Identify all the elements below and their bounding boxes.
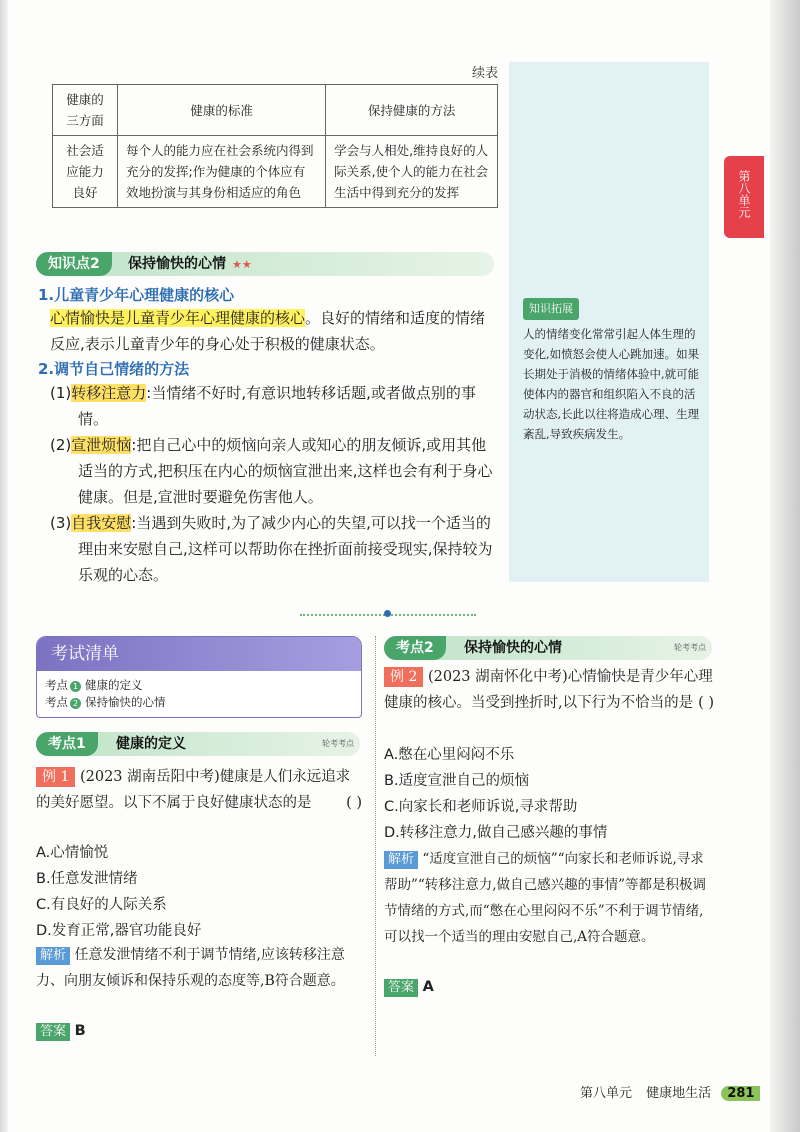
exam-point-note: 轮考考点 — [322, 739, 354, 748]
knowledge-point-title: 保持愉快的心情 — [128, 256, 226, 272]
section-paragraph: 心情愉快是儿童青少年心理健康的核心。良好的情绪和适度的情绪反应,表示儿童青少年的身心处于积极的健康状态。 — [50, 309, 486, 353]
exam-point-tag: 考点1 — [36, 732, 98, 756]
example-tag: 例 1 — [36, 767, 75, 787]
star-icon: ★★ — [232, 258, 252, 271]
table-header: 保持健康的方法 — [326, 85, 498, 136]
extension-badge: 知识拓展 — [523, 298, 579, 320]
extension-text: 人的情绪变化常常引起人体生理的变化,如愤怒会使人心跳加速。如果长期处于消极的情绪体验中,就可能使体内的器官和组织陷入不良的活动状态,长此以往将造成心理、生理紊乱,导致疾病发生。 — [523, 327, 700, 441]
method-name: 自我安慰 — [71, 514, 132, 532]
table-header: 健康的标准 — [118, 85, 326, 136]
analysis-tag: 解析 — [384, 851, 418, 869]
page-edge-left — [0, 0, 8, 1132]
divider-dot — [384, 610, 391, 617]
answer-tag: 答案 — [36, 1023, 70, 1041]
option-item: A.憋在心里闷闷不乐 — [384, 747, 515, 763]
page-footer — [580, 1082, 760, 1101]
section-title: 2.调节自己情绪的方法 — [38, 360, 190, 378]
example-question: 例 2 (2023 湖南怀化中考)心情愉快是青少年心理健康的核心。当受到挫折时,以下行为不恰当的是 ( ) — [384, 664, 714, 716]
analysis-tag: 解析 — [36, 947, 70, 965]
method-name: 转移注意力 — [71, 384, 147, 402]
answer-tag: 答案 — [384, 979, 418, 997]
table-row — [53, 136, 498, 208]
table-cell-aspect: 社会适应能力良好 — [53, 136, 118, 208]
exam-point-bar — [384, 636, 712, 660]
analysis-block: 解析 “适度宣泄自己的烦恼”“向家长和老师诉说,寻求帮助”“转移注意力,做自己感兴趣的事情”等都是积极调节情绪的方式,而“憋在心里闷闷不乐”不利于调节情绪,可以找一个适当的理由安慰自己,A符合题意。 — [384, 851, 706, 945]
health-table — [52, 84, 498, 208]
knowledge-point-bar — [36, 252, 494, 276]
option-item: D.转移注意力,做自己感兴趣的事情 — [384, 825, 608, 841]
option-item: B.任意发泄情绪 — [36, 871, 138, 887]
footer-chapter: 健康地生活 — [646, 1086, 712, 1101]
method-item: (1)转移注意力:当情绪不好时,有意识地转移话题,或者做点别的事情。 — [50, 384, 476, 428]
option-item: D.发育正常,器官功能良好 — [36, 923, 202, 939]
page-edge-right — [770, 0, 800, 1132]
continued-label: 续表 — [472, 66, 499, 81]
answer-block — [36, 1018, 86, 1044]
answer-value: A — [422, 979, 434, 995]
method-name: 宣泄烦恼 — [71, 436, 132, 454]
answer-paren: ( ) — [346, 795, 362, 811]
example-question: 例 1 (2023 湖南岳阳中考)健康是人们永远追求的美好愿望。以下不属于良好健康状态的是 ( ) — [36, 764, 362, 816]
column-divider — [375, 636, 376, 1056]
page-number: 281 — [721, 1086, 760, 1101]
table-header: 健康的三方面 — [53, 85, 118, 136]
section-title: 1.儿童青少年心理健康的核心 — [38, 286, 235, 304]
exam-point-note: 轮考考点 — [674, 643, 706, 652]
unit-tab: 第八单元 — [724, 156, 764, 238]
answer-paren: ( ) — [698, 695, 714, 711]
knowledge-point-tag: 知识点2 — [36, 252, 112, 276]
exam-list-item: 考点 2 保持愉快的心情 — [45, 695, 166, 709]
exam-list-item: 考点 1 健康的定义 — [45, 678, 143, 692]
option-item: C.有良好的人际关系 — [36, 897, 167, 913]
table-cell-standard: 每个人的能力应在社会系统内得到充分的发挥;作为健康的个体应有效地扮演与其身份相适应的角色 — [118, 136, 326, 208]
example-tag: 例 2 — [384, 667, 423, 687]
option-list — [384, 742, 714, 846]
exam-point-title: 健康的定义 — [116, 736, 186, 752]
answer-value: B — [74, 1023, 86, 1039]
option-item: C.向家长和老师诉说,寻求帮助 — [384, 799, 578, 815]
answer-block — [384, 974, 434, 1000]
option-list — [36, 840, 362, 944]
key-highlight: 心情愉快是儿童青少年心理健康的核心 — [50, 309, 306, 327]
knowledge-extension-panel — [509, 62, 709, 582]
exam-list-box — [36, 636, 362, 718]
table-cell-method: 学会与人相处,维持良好的人际关系,使个人的能力在社会生活中得到充分的发挥 — [326, 136, 498, 208]
exam-list-title: 考试清单 — [37, 637, 361, 671]
method-item: (3)自我安慰:当遇到失败时,为了减少内心的失望,可以找一个适当的理由来安慰自己,这样可以帮助你在挫折面前接受现实,保持较为乐观的心态。 — [50, 514, 493, 584]
exam-point-bar — [36, 732, 360, 756]
method-item: (2)宣泄烦恼:把自己心中的烦恼向亲人或知心的朋友倾诉,或用其他适当的方式,把积压在内心的烦恼宣泄出来,这样也会有利于身心健康。但是,宣泄时要避免伤害他人。 — [50, 436, 493, 506]
exam-point-tag: 考点2 — [384, 636, 446, 660]
option-item: A.心情愉悦 — [36, 845, 109, 861]
exam-point-title: 保持愉快的心情 — [464, 640, 562, 656]
footer-unit: 第八单元 — [580, 1086, 633, 1101]
option-item: B.适度宣泄自己的烦恼 — [384, 773, 530, 789]
analysis-block: 解析 任意发泄情绪不利于调节情绪,应该转移注意力、向朋友倾诉和保持乐观的态度等,B符合题意。 — [36, 947, 345, 989]
